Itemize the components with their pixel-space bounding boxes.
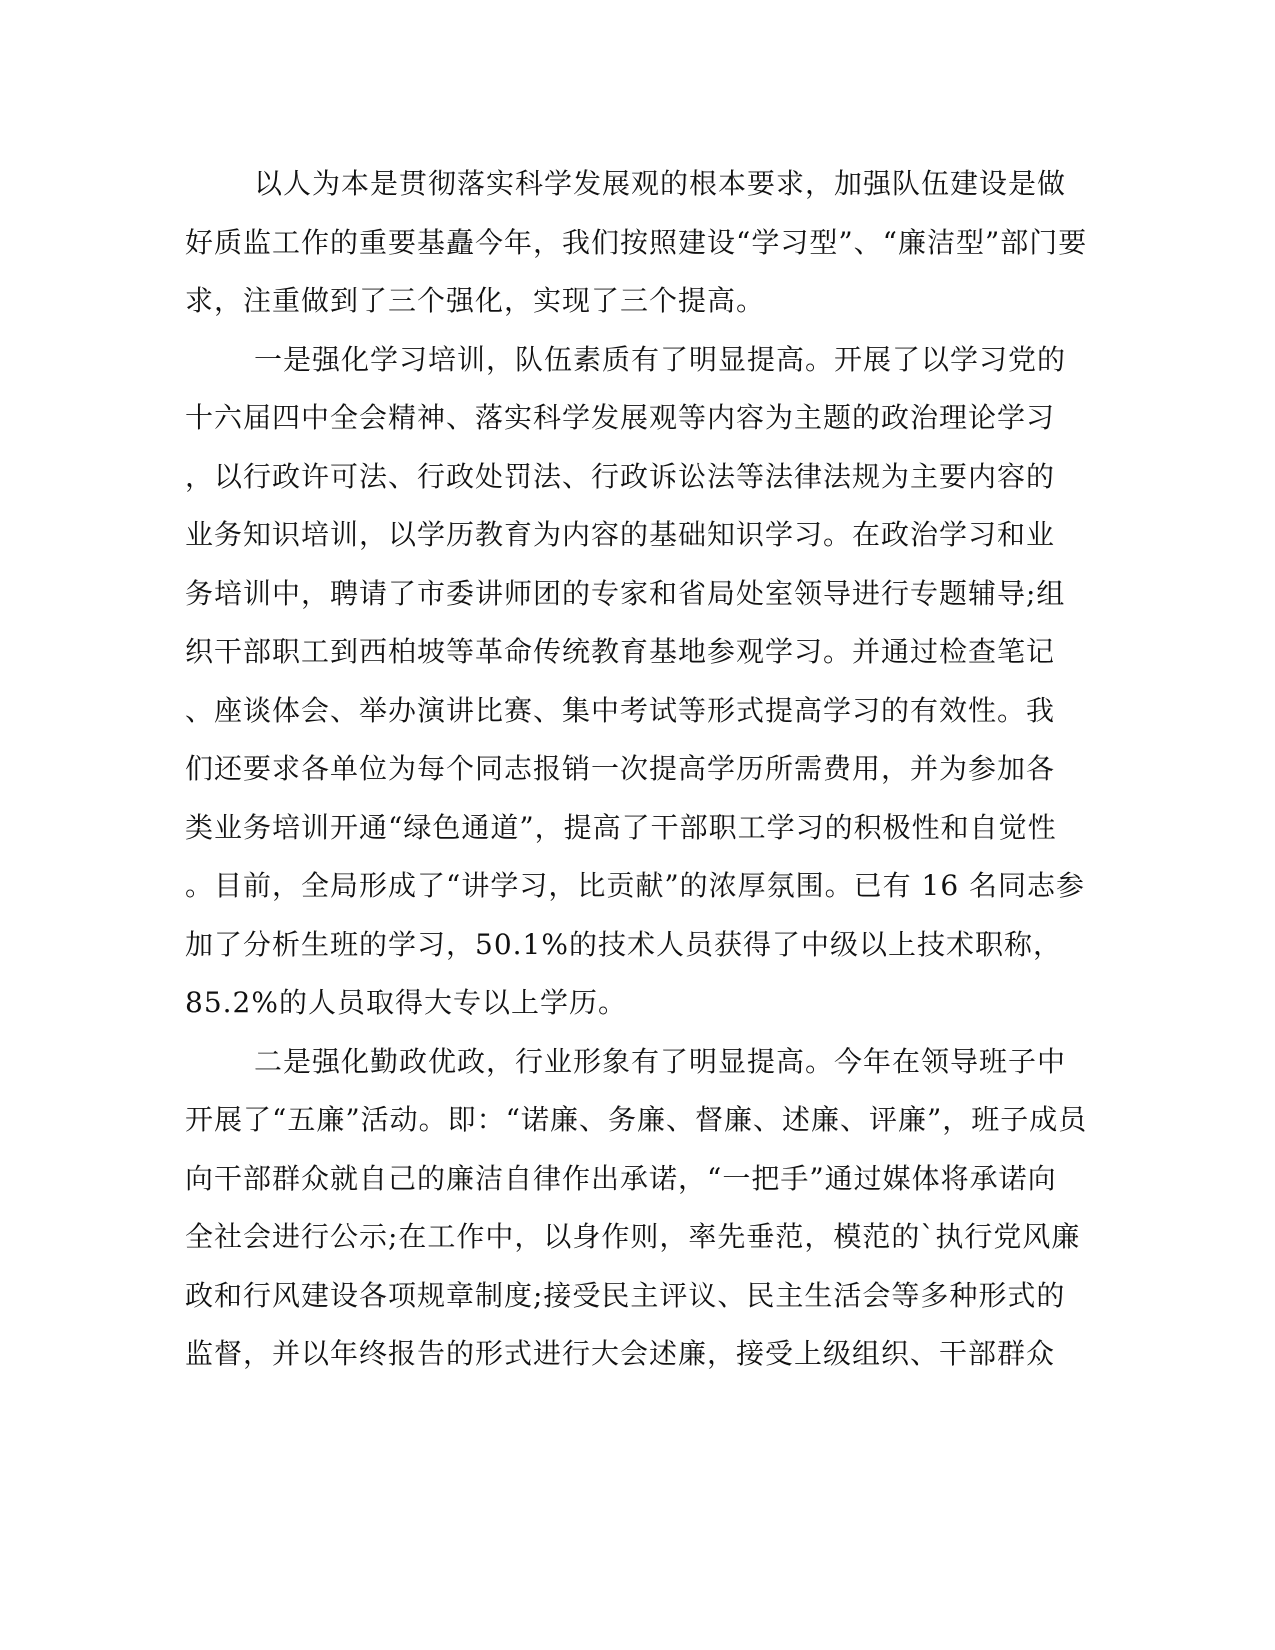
text-line: 开展了“五廉”活动。即：“诺廉、务廉、督廉、述廉、评廉”，班子成员 (185, 1103, 1088, 1136)
text-line: 85.2%的人员取得大专以上学历。 (185, 986, 627, 1019)
text-line: 二是强化勤政优政，行业形象有了明显提高。今年在领导班子中 (254, 1044, 1067, 1078)
text-line: 一是强化学习培训，队伍素质有了明显提高。开展了以学习党的 (254, 342, 1067, 376)
text-line: 监督，并以年终报告的形式进行大会述廉，接受上级组织、干部群众 (185, 1337, 1056, 1370)
text-line: 向干部群众就自己的廉洁自律作出承诺，“一把手”通过媒体将承诺向 (185, 1161, 1057, 1195)
paragraph-intro (185, 155, 1088, 331)
text-line: 织干部职工到西柏坡等革命传统教育基地参观学习。并通过检查笔记 (185, 635, 1056, 668)
text-line: 以人为本是贯彻落实科学发展观的根本要求，加强队伍建设是做 (254, 167, 1067, 200)
text-line: 求，注重做到了三个强化，实现了三个提高。 (185, 284, 766, 317)
text-line: 、座谈体会、举办演讲比赛、集中考试等形式提高学习的有效性。我 (185, 693, 1056, 727)
text-line: 好质监工作的重要基矗今年，我们按照建设“学习型”、“廉洁型”部门要 (185, 225, 1088, 259)
text-line: 业务知识培训，以学历教育为内容的基础知识学习。在政治学习和业 (185, 518, 1056, 551)
text-line: 们还要求各单位为每个同志报销一次提高学历所需费用，并为参加各 (185, 752, 1056, 785)
paragraph-study-training (185, 331, 1086, 1033)
text-line: 政和行风建设各项规章制度;接受民主评议、民主生活会等多种形式的 (185, 1278, 1066, 1312)
document-body (185, 155, 1088, 1384)
text-line: ，以行政许可法、行政处罚法、行政诉讼法等法律法规为主要内容的 (185, 459, 1056, 493)
text-line: 。目前，全局形成了“讲学习，比贡献”的浓厚氛围。已有 16 名同志参 (185, 869, 1086, 902)
text-line: 加了分析生班的学习，50.1%的技术人员获得了中级以上技术职称， (185, 927, 1062, 961)
text-line: 务培训中，聘请了市委讲师团的专家和省局处室领导进行专题辅导;组 (185, 576, 1066, 610)
text-line: 类业务培训开通“绿色通道”，提高了干部职工学习的积极性和自觉性 (185, 810, 1057, 844)
text-line: 全社会进行公示;在工作中，以身作则，率先垂范，模范的`执行党风廉 (185, 1220, 1081, 1253)
text-line: 十六届四中全会精神、落实科学发展观等内容为主题的政治理论学习 (185, 401, 1056, 434)
paragraph-diligent-governance (185, 1033, 1088, 1384)
